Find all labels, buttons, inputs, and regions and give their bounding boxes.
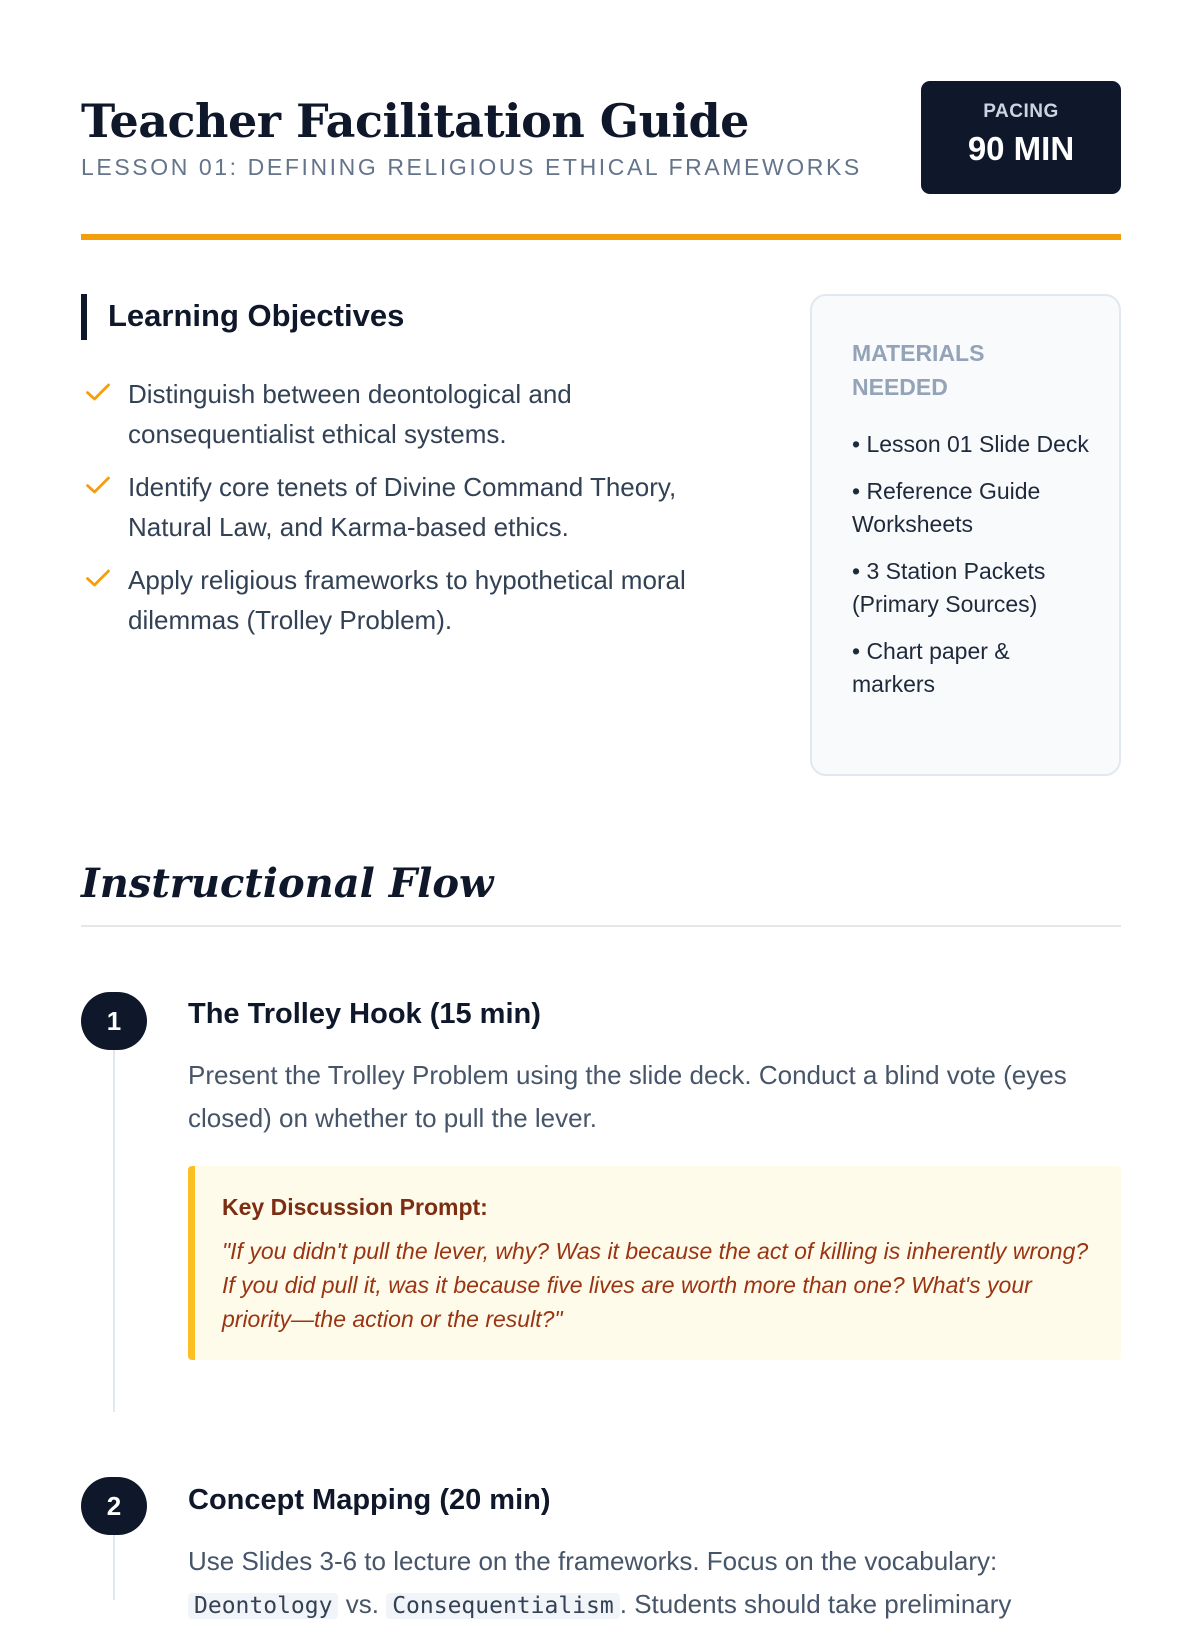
lesson-subtitle: LESSON 01: DEFINING RELIGIOUS ETHICAL FRAMEWORKS — [81, 154, 862, 180]
step-description: Present the Trolley Problem using the slide deck. Conduct a blind vote (eyes closed) on whether to pull the lever. — [188, 1060, 1067, 1133]
materials-title: MATERIALS NEEDED — [852, 340, 985, 400]
prompt-quote: "If you didn't pull the lever, why? Was it because the act of killing is inherently wrong? If you did pull it, was it because five lives are worth more than one? What's your priority—the action or the result?" — [222, 1238, 1089, 1332]
objectives-list — [81, 374, 761, 653]
material-item: • Chart paper & markers — [852, 638, 1010, 697]
materials-card — [810, 294, 1121, 776]
material-item: • Reference Guide Worksheets — [852, 478, 1041, 537]
heading-accent-bar — [81, 294, 87, 340]
material-item: • 3 Station Packets (Primary Sources) — [852, 558, 1046, 617]
material-item: • Lesson 01 Slide Deck — [852, 431, 1089, 457]
pacing-label: PACING — [983, 101, 1059, 122]
objective-text: Distinguish between deontological and consequentialist ethical systems. — [128, 379, 572, 449]
step-title: Concept Mapping (20 min) — [188, 1484, 551, 1516]
step-number-badge: 2 — [81, 1477, 147, 1535]
timeline-connector — [113, 1050, 115, 1412]
objectives-heading — [81, 294, 761, 340]
timeline-connector — [113, 1535, 115, 1600]
objective-item — [81, 467, 761, 547]
step-description-tail: . Students should take preliminary — [619, 1589, 1012, 1619]
check-icon — [84, 471, 112, 499]
step-description-text: Use Slides 3-6 to lecture on the frameworks. Focus on the vocabulary: — [188, 1546, 998, 1576]
check-icon — [84, 564, 112, 592]
vocab-term-deontology: Deontology — [188, 1593, 338, 1619]
flow-divider — [81, 925, 1121, 927]
objective-text: Apply religious frameworks to hypothetical moral dilemmas (Trolley Problem). — [128, 565, 686, 635]
prompt-label: Key Discussion Prompt: — [222, 1194, 488, 1220]
pacing-badge — [921, 81, 1121, 194]
step-title: The Trolley Hook (15 min) — [188, 998, 541, 1030]
check-icon — [84, 378, 112, 406]
pacing-value: 90 MIN — [967, 130, 1075, 167]
step-description — [188, 1540, 1121, 1628]
objective-item — [81, 374, 761, 454]
vocab-term-consequentialism: Consequentialism — [386, 1593, 620, 1619]
vocab-joiner: vs. — [345, 1589, 379, 1619]
instructional-flow-title: Instructional Flow — [81, 860, 494, 907]
guide-header — [81, 80, 1121, 240]
materials-list — [852, 428, 1092, 715]
header-divider — [81, 234, 1121, 240]
learning-objectives-section — [81, 294, 761, 635]
objectives-title: Learning Objectives — [108, 298, 405, 333]
objective-item — [81, 560, 761, 640]
facilitation-guide-page — [81, 0, 1121, 1619]
discussion-prompt-callout — [188, 1166, 1121, 1360]
objective-text: Identify core tenets of Divine Command Theory, Natural Law, and Karma-based ethics. — [128, 472, 677, 542]
page-title: Teacher Facilitation Guide — [81, 94, 749, 148]
step-number-badge: 1 — [81, 992, 147, 1050]
